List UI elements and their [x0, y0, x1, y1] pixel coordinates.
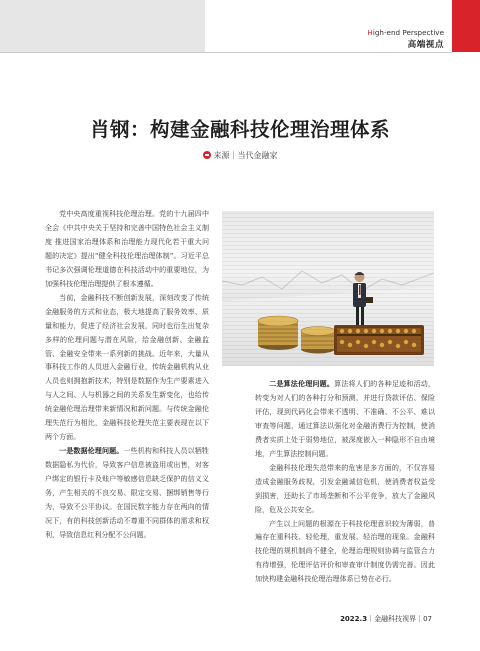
- header-gray-block: [0, 0, 205, 52]
- header-red-tab: [452, 0, 480, 52]
- source-icon: [203, 151, 211, 159]
- businessman-on-coins-photo: [222, 211, 434, 366]
- paragraph: 当前，金融科技不断创新发展，深刻改变了传统金融服务的方式和业态，极大地提高了服务效率、质量和能力，促进了经济社会发展，同时也衍生出复杂多样的伦理问题与潜在风险，给金融创新、金融监管、金融安全带来一系列新的挑战。近年来，大量从事科技工作的人员进入金融行业，传统金融机构从业人员也则拥抱新技术，特别是数据作为生产要素进入与人之间、人与机器之间的关系发生新变化，也给传统金融伦理治理带来新情况和新问题。与传统金融伦理失范行为相比，金融科技伦理失范主要表现在以下两个方面。: [45, 292, 209, 442]
- paragraph: 产生以上问题的根源在于科技伦理意识较为薄弱，普遍存在重科技、轻伦理，重发展、轻治理的现象。金融科技伦理的规机制尚不健全，伦理治理规则协调与监管合力有待增强，伦理评估评价和审查审计制度仍需完善。因此加快构建金融科技伦理治理体系已势在必行。: [255, 518, 435, 584]
- header-rule: [0, 52, 452, 53]
- article-source: 来源｜当代金融家: [0, 150, 480, 161]
- left-column: [45, 207, 209, 542]
- article-title: 肖钢：构建金融科技伦理治理体系: [89, 118, 390, 141]
- newspaper-background: [222, 211, 434, 366]
- paragraph: 一是数据伦理问题。一些机构和科技人员以牺牲数据隐私为代价，导致客户信息被盗用或出售，对客户绑定的银行卡及账户等敏感信息缺乏保护的信义义务，产生相关的不良交易、限定交易、捆绑销售等行为，导致不公平协议。在国民数字能力存在两向的情况下，有的科技创新活动不尊重不同群体的需求和权利，导致信息红利分配不公问题。: [45, 446, 209, 539]
- right-column: [255, 377, 435, 586]
- paragraph: 二是算法伦理问题。算法将人们的各种足迹和活动，转变为对人们的各种打分和预测，并进行贷款评估、保险评估，现到代码化会带来不透明、不准确、不公平、难以审查等问题，通过算法以强化对金融消费行为控制，使消费者实质上处于弱势地位，被深度嵌入一种隐形不自由境地，产生算法控制问题。: [255, 379, 435, 458]
- section-label-cn: 高端视点: [407, 40, 444, 50]
- paragraph: 党中央高度重视科技伦理治理。党的十九届四中全会《中共中央关于坚持和完善中国特色社会主义制度 推进国家治理体系和治理能力现代化若干重大问题的决定》提出“健全科技伦理治理体制”。习近平总书记多次强调伦理道德在科技活动中的重要地位，为加强科技伦理治理提供了根本遵循。: [45, 209, 209, 288]
- page-footer: 2022.3｜金融科技视界｜07: [340, 615, 432, 623]
- section-label-en: High-end Perspective: [367, 28, 444, 37]
- paragraph: 金融科技伦理失范带来的危害是多方面的，不仅容易造成金融服务歧视，引发金融诚信危机，使消费者权益受到损害，还助长了市场垄断和不公平竞争，放大了金融风险，危及公共安全。: [255, 462, 435, 514]
